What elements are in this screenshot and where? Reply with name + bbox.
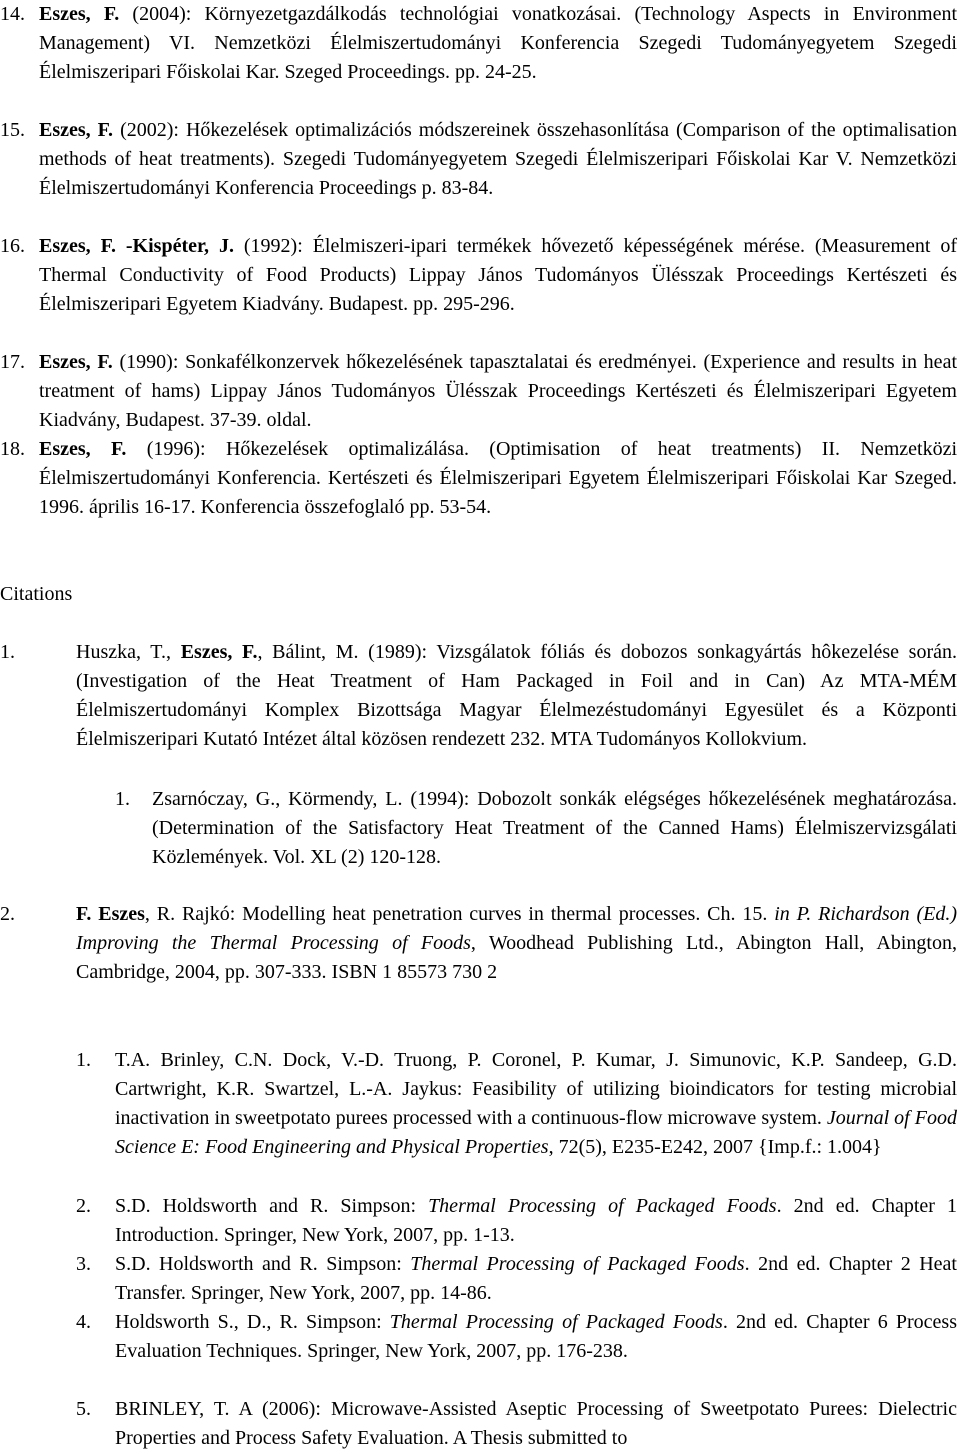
reference-16 [0, 232, 957, 319]
reference-number: 17. [0, 351, 25, 373]
sub-citation-number: 1. [115, 788, 130, 810]
citation-1-sub-1 [76, 785, 957, 872]
sub-citation-number: 5. [76, 1398, 91, 1420]
citation-text: , Woodhead Publishing Ltd., Abington Hall, Abington, Cambridge, 2004, pp. 307-333. ISBN 1 85573 730 2 [76, 932, 957, 983]
reference-text: (2002): Hőkezelések optimalizációs módszereinek összehasonlítása (Comparison of the optimalisation methods of heat treatments). Szegedi Tudományegyetem Szegedi Élelmiszeripari Főiskolai Kar V. Nemzetközi Élelmiszertudományi Konferencia Proceedings p. 83-84. [39, 119, 958, 199]
reference-number: 16. [0, 235, 25, 257]
citation-text: , Bálint, M. (1989): Vizsgálatok fóliás és dobozos sonkagyártás hôkezelése során. (Investigation of the Heat Treatment of Ham Packaged in Foil and in Can) Az MTA-MÉM Élelmiszertudományi Komplex Bizottsága Magyar Élelmezéstudományi Egyesület és a Központi Élelmiszeripari Kutató Intézet által közösen rendezett 232. MTA Tudományos Kollokvium. [76, 641, 957, 750]
sub-citation-number: 1. [76, 1049, 91, 1071]
sub-citation-text: S.D. Holdsworth and R. Simpson: [115, 1253, 411, 1275]
sub-citation-number: 2. [76, 1195, 91, 1217]
sub-citation-text: Zsarnóczay, G., Körmendy, L. (1994): Dobozolt sonkák elégséges hőkezelésének meghatározása. (Determination of the Satisfactory Heat Treatment of the Canned Hams) Élelmiszervizsgálati Közlemények. Vol. XL (2) 120-128. [152, 788, 957, 868]
sub-citation-italic: Thermal Processing of Packaged Foods [410, 1253, 745, 1275]
reference-number: 14. [0, 3, 25, 25]
sub-citation-text: , 72(5), E235-E242, 2007 {Imp.f.: 1.004} [548, 1136, 882, 1158]
citation-author-bold: Eszes, F. [180, 641, 258, 663]
reference-18 [0, 435, 957, 522]
reference-14 [0, 0, 957, 87]
sub-citation-text: . 2nd ed. Chapter 1 Introduction. Springer, New York, 2007, pp. 1-13. [115, 1195, 957, 1246]
reference-15 [0, 116, 957, 203]
reference-text: (1996): Hőkezelések optimalizálása. (Optimisation of heat treatments) II. Nemzetközi Élelmiszertudományi Konferencia. Kertészeti és Élelmiszeripari Egyetem Élelmiszeripari Főiskolai Kar Szeged. 1996. április 16-17. Konferencia összefoglaló pp. 53-54. [39, 438, 957, 518]
citation-2-sub-2 [76, 1192, 957, 1250]
citations-heading: Citations [0, 583, 73, 605]
reference-number: 18. [0, 438, 25, 460]
reference-author: Eszes, F. [39, 438, 127, 460]
citation-text: Huszka, T., [76, 641, 181, 663]
sub-citation-italic: Thermal Processing of Packaged Foods [428, 1195, 777, 1217]
sub-citation-text: T.A. Brinley, C.N. Dock, V.-D. Truong, P. Coronel, P. Kumar, J. Simunovic, K.P. Sandeep, G.D. Cartwright, K.R. Swartzel, L.-A. Jaykus: Feasibility of utilizing bioindicators for testing microbial inactivation in sweetpotato purees processed with a continuous-flow microwave system. [115, 1049, 957, 1129]
reference-number: 15. [0, 119, 25, 141]
citation-number: 2. [0, 903, 15, 925]
sub-citation-italic: Thermal Processing of Packaged Foods [389, 1311, 723, 1333]
sub-citation-text: . 2nd ed. Chapter 6 Process Evaluation Techniques. Springer, New York, 2007, pp. 176-238. [115, 1311, 957, 1362]
reference-17 [0, 348, 957, 435]
citation-italic: in P. Richardson (Ed.) Improving the Thermal Processing of Foods [76, 903, 957, 954]
reference-text: (1992): Élelmiszeri-ipari termékek hővezető képességének mérése. (Measurement of Thermal Conductivity of Food Products) Lippay János Tudományos Ülésszak Proceedings Kertészeti és Élelmiszeripari Egyetem Kiadvány. Budapest. pp. 295-296. [39, 235, 957, 315]
sub-citation-text: S.D. Holdsworth and R. Simpson: [115, 1195, 429, 1217]
reference-text: (1990): Sonkafélkonzervek hőkezelésének tapasztalatai és eredményei. (Experience and results in heat treatment of hams) Lippay János Tudományos Ülésszak Proceedings Kertészeti és Élelmiszeripari Egyetem Kiadvány, Budapest. 37-39. oldal. [39, 351, 957, 431]
citation-text: , R. Rajkó: Modelling heat penetration curves in thermal processes. Ch. 15. [144, 903, 775, 925]
sub-citation-number: 3. [76, 1253, 91, 1275]
citation-2-sub-5 [76, 1395, 957, 1453]
sub-citation-text: . 2nd ed. Chapter 2 Heat Transfer. Springer, New York, 2007, pp. 14-86. [115, 1253, 957, 1304]
reference-text: (2004): Környezetgazdálkodás technológiai vonatkozásai. (Technology Aspects in Environment Management) VI. Nemzetközi Élelmiszertudományi Konferencia Szegedi Tudományegyetem Szegedi Élelmiszeripari Főiskolai Kar. Szeged Proceedings. pp. 24-25. [39, 3, 957, 83]
citation-1 [0, 638, 957, 754]
citation-2-sub-4 [76, 1308, 957, 1366]
reference-author: Eszes, F. -Kispéter, J. [39, 235, 234, 257]
reference-author: Eszes, F. [39, 3, 120, 25]
reference-author: Eszes, F. [39, 119, 114, 141]
sub-citation-text: Holdsworth S., D., R. Simpson: [115, 1311, 390, 1333]
citation-2 [0, 900, 957, 987]
sub-citation-number: 4. [76, 1311, 91, 1333]
citation-number: 1. [0, 641, 15, 663]
reference-author: Eszes, F. [39, 351, 113, 373]
sub-citation-italic: Journal of Food Science E: Food Engineering and Physical Properties [115, 1107, 957, 1158]
sub-citation-text: BRINLEY, T. A (2006): Microwave-Assisted Aseptic Processing of Sweetpotato Purees: Dielectric Properties and Process Safety Evaluation. A Thesis submitted to [115, 1398, 957, 1449]
citation-2-sub-3 [76, 1250, 957, 1308]
citation-2-sub-1 [76, 1046, 957, 1162]
citation-author-bold: F. Eszes [76, 903, 145, 925]
